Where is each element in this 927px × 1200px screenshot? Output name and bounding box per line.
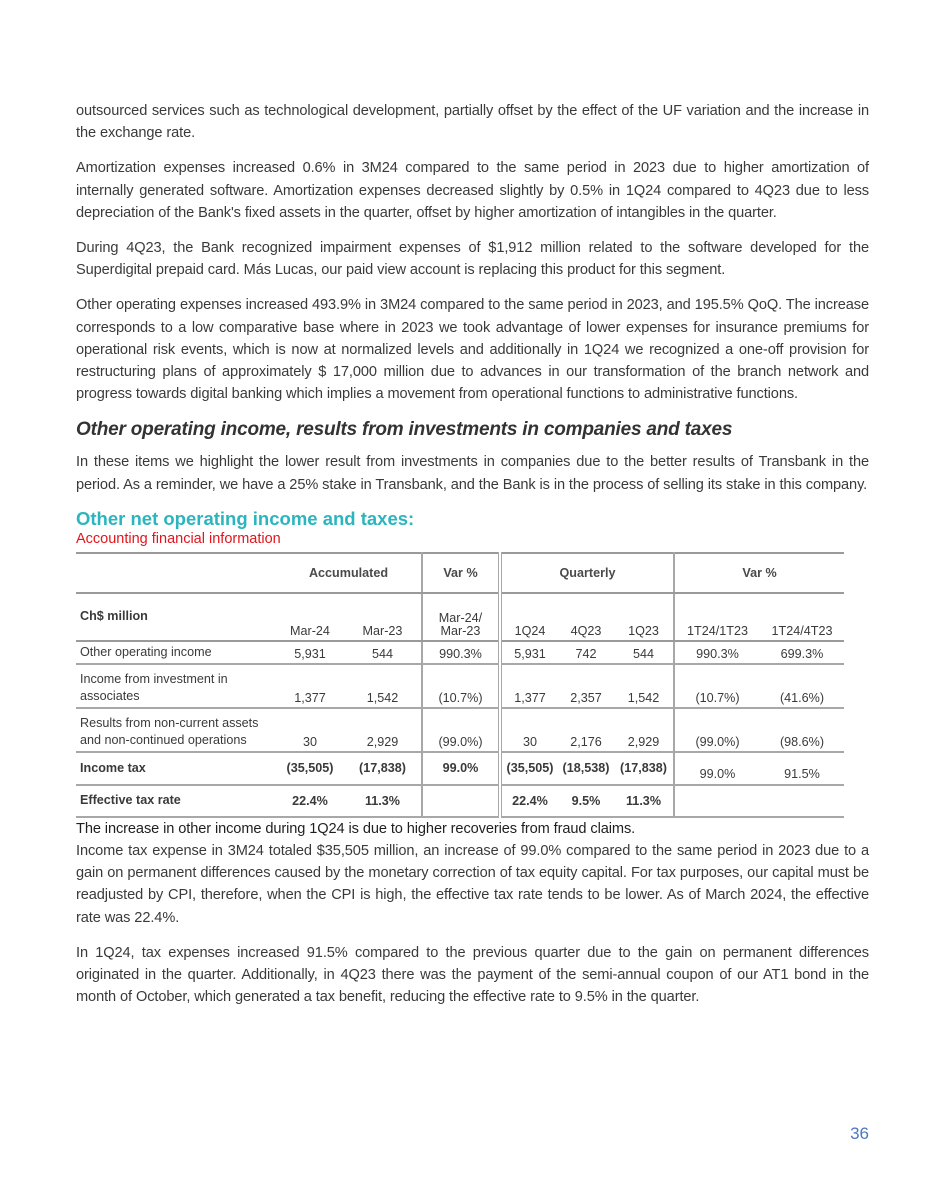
table-row: Effective tax rate 22.4% 11.3% 22.4% 9.5% 11.3% xyxy=(76,785,844,817)
table-column-header-row xyxy=(76,593,844,641)
paragraph-other-income-increase: The increase in other income during 1Q24 is due to higher recoveries from fraud claims. xyxy=(76,820,636,837)
group-header-var-accumulated: Var % xyxy=(422,553,500,593)
paragraph-impairment: During 4Q23, the Bank recognized impairment expenses of $1,912 million related to the software developed for the Superdigital prepaid card. Más Lucas, our paid view account is replacing this product for this segment. xyxy=(76,240,869,279)
operating-income-taxes-table xyxy=(76,552,844,818)
page-number: 36 xyxy=(850,1124,869,1143)
group-header-quarterly: Quarterly xyxy=(500,553,674,593)
table-row: Income tax (35,505) (17,838) 99.0% (35,505) (18,538) (17,838) 99.0% 91.5% xyxy=(76,752,844,785)
section-heading: Other operating income, results from investments in companies and taxes xyxy=(76,419,733,441)
table-row: Income from investment in associates 1,377 1,542 (10.7%) 1,377 2,357 1,542 (10.7%) (41.6%) xyxy=(76,664,844,708)
col-header: 1Q23 xyxy=(614,593,674,641)
col-header: 1T24/1T23 xyxy=(674,593,760,641)
col-header: Mar-24 xyxy=(276,593,344,641)
col-header-var: Mar-24/ Mar-23 xyxy=(422,593,500,641)
table-row: Other operating income 5,931 544 990.3% 5,931 742 544 990.3% 699.3% xyxy=(76,641,844,664)
col-header: 1Q24 xyxy=(500,593,558,641)
col-header: Mar-23 xyxy=(344,593,422,641)
paragraph-tax-expenses-qoq: In 1Q24, tax expenses increased 91.5% compared to the previous quarter due to the gain on permanent differences originated in the quarter. Additionally, in 4Q23 there was the payment of the semi-annual coupon of our AT1 bond in the month of October, which generated a tax benefit, reducing the effective rate to 9.5% in the quarter. xyxy=(76,944,869,1006)
col-header: 4Q23 xyxy=(558,593,614,641)
paragraph-outsourced-services: outsourced services such as technological development, partially offset by the effect of the UF variation and the increase in the exchange rate. xyxy=(76,103,869,142)
group-header-accumulated: Accumulated xyxy=(276,553,422,593)
table-subtitle: Accounting financial information xyxy=(76,530,281,547)
col-header: 1T24/4T23 xyxy=(760,593,844,641)
table-title: Other net operating income and taxes: xyxy=(76,507,415,529)
table-group-header-row xyxy=(76,553,844,593)
paragraph-income-tax: Income tax expense in 3M24 totaled $35,505 million, an increase of 99.0% compared to the same period in 2023 due to a gain on permanent differences caused by the monetary correction of tax equity capital. For tax purposes, our capital must be readjusted by CPI, therefore, when the CPI is high, the effective tax rate tends to be lower. As of March 2024, the effective rate was 22.4%. xyxy=(76,843,869,926)
paragraph-amortization: Amortization expenses increased 0.6% in 3M24 compared to the same period in 2023 due to higher amortization of internally generated software. Amortization expenses decreased slightly by 0.5% in 1Q24 compared to 4Q23 due to less depreciation of the Bank's fixed assets in the quarter, offset by higher amortization of intangibles in the quarter. xyxy=(76,160,869,221)
document-page xyxy=(76,100,869,1008)
paragraph-other-operating-expenses: Other operating expenses increased 493.9% in 3M24 compared to the same period in 2023, and 195.5% QoQ. The increase corresponds to a low comparative base where in 2023 we took advantage of lower expenses for insurance premiums for operational risk events, which is now at normalized levels and additionally in 1Q24 we recognized a one-off provision for restructuring plans of approximately $ 17,000 million due to advances in our transformation of the branch network and progress towards digital banking which implies a movement from operational functions to administrative functions. xyxy=(76,297,869,403)
group-header-var-quarterly: Var % xyxy=(674,553,844,593)
section-intro: In these items we highlight the lower result from investments in companies due to the better results of Transbank in the period. As a reminder, we have a 25% stake in Transbank, and the Bank is in the process of selling its stake in this company. xyxy=(76,454,869,493)
table-row: Results from non-current assets and non-continued operations 30 2,929 (99.0%) 30 2,176 2,929 (99.0%) (98.6%) xyxy=(76,708,844,752)
unit-label: Ch$ million xyxy=(76,593,276,641)
